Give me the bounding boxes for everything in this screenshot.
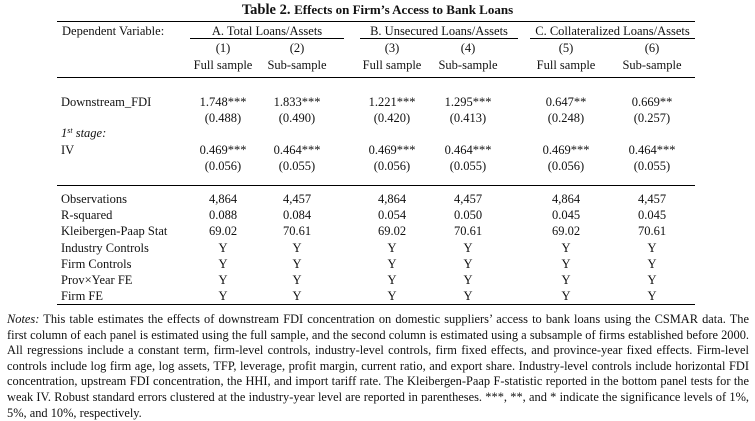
coef-cell: 0.647**: [545, 95, 587, 109]
se-cell: (0.055): [633, 159, 671, 173]
se-cell: (0.420): [373, 111, 411, 125]
panel-b-rule: [360, 38, 518, 39]
se-cell: (0.056): [547, 159, 585, 173]
coef-cell: 0.464***: [444, 143, 492, 157]
se-cell: (0.248): [547, 111, 585, 125]
stat-cell: Y: [387, 256, 397, 271]
se-cell: (0.055): [449, 159, 487, 173]
stat-cell: Y: [561, 289, 571, 304]
stat-cell: Y: [463, 273, 473, 287]
se-cell: (0.413): [449, 111, 487, 125]
stat-cell: Y: [561, 273, 571, 287]
coef-cell: 1.295***: [444, 95, 492, 109]
column-sample: Sub-sample: [438, 58, 498, 72]
stat-cell: Y: [647, 256, 657, 271]
column-number: (1): [215, 41, 231, 55]
stat-row-label: Industry Controls: [61, 240, 149, 255]
stat-cell: 70.61: [282, 224, 312, 239]
stat-cell: Y: [463, 240, 473, 255]
header-rule: [57, 77, 695, 78]
panel-a-rule: [190, 38, 344, 39]
panel-c-header: C. Collateralized Loans/Assets: [535, 24, 690, 38]
column-sample: Sub-sample: [622, 58, 682, 72]
stat-cell: Y: [292, 240, 302, 255]
table-notes: [7, 312, 749, 421]
se-cell: (0.488): [204, 111, 242, 125]
column-sample: Full sample: [536, 58, 596, 72]
column-sample: Sub-sample: [267, 58, 327, 72]
table-caption: Effects on Firm’s Access to Bank Loans: [294, 2, 514, 17]
coef-cell: 1.221***: [368, 95, 416, 109]
stat-cell: 0.054: [377, 208, 407, 223]
stat-cell: 69.02: [377, 224, 407, 239]
coef-cell: 0.464***: [628, 143, 676, 157]
stat-cell: 0.050: [453, 208, 483, 223]
notes-label: Notes:: [7, 312, 40, 326]
se-cell: (0.490): [278, 111, 316, 125]
row-label-iv: IV: [61, 143, 75, 157]
stat-cell: Y: [463, 256, 473, 271]
stat-cell: Y: [463, 289, 473, 304]
first-stage-sup: st: [67, 126, 73, 135]
stat-cell: 4,864: [208, 192, 238, 206]
se-cell: (0.257): [633, 111, 671, 125]
stat-cell: 69.02: [551, 224, 581, 239]
stat-cell: Y: [218, 289, 228, 304]
panel-c-rule: [530, 38, 695, 39]
stat-row-label: Observations: [61, 192, 127, 206]
coef-cell: 0.469***: [199, 143, 247, 157]
stat-cell: 69.02: [208, 224, 238, 239]
row-label-downstream: Downstream_FDI: [61, 95, 152, 109]
stat-cell: 0.045: [637, 208, 667, 223]
panel-b-header: B. Unsecured Loans/Assets: [370, 24, 508, 38]
stat-cell: Y: [387, 289, 397, 304]
coef-cell: 0.469***: [368, 143, 416, 157]
panel-a-header: A. Total Loans/Assets: [211, 24, 323, 38]
notes-text: This table estimates the effects of downstream FDI concentration on domestic suppliers’ access to bank loans using the CSMAR data. The first column of each panel is estimated using the full sample, and the second column is estimated using a subsample of firms established before 2000. All regressions include a constant term, firm-level controls, industry-level controls, firm fixed effects, and province-year fixed effects. Firm-level controls include log firm age, log assets, TFP, leverage, profit margin, current ratio, and export share. Industry-level controls include horizontal FDI concentration, upstream FDI concentration, the HHI, and import tariff rate. The Kleibergen-Paap F-statistic reported in the bottom panel tests for the weak IV. Robust standard errors clustered at the industry-year level are reported in parentheses. ***, **, and * indicate the significance levels of 1%, 5%, and 10%, respectively.: [7, 312, 749, 420]
stat-cell: Y: [292, 289, 302, 304]
stat-row-label: Firm FE: [61, 289, 104, 304]
stat-cell: 70.61: [453, 224, 483, 239]
first-stage-label: [61, 126, 106, 140]
coef-cell: 1.748***: [199, 95, 247, 109]
column-number: (3): [384, 41, 400, 55]
table-title: [0, 2, 755, 19]
stat-cell: Y: [387, 273, 397, 287]
stat-cell: Y: [387, 240, 397, 255]
column-number: (5): [558, 41, 574, 55]
stat-row-label: R-squared: [61, 208, 113, 223]
se-cell: (0.055): [278, 159, 316, 173]
stat-cell: 70.61: [637, 224, 667, 239]
column-number: (6): [644, 41, 660, 55]
stat-cell: 4,457: [453, 192, 483, 206]
first-stage-num: 1: [61, 126, 68, 140]
coef-cell: 0.464***: [273, 143, 321, 157]
stat-cell: 0.088: [208, 208, 238, 223]
first-stage-text: stage:: [72, 126, 107, 140]
stat-cell: Y: [647, 240, 657, 255]
se-cell: (0.056): [373, 159, 411, 173]
top-rule: [57, 21, 695, 22]
stat-cell: Y: [561, 240, 571, 255]
table-number: Table 2.: [241, 2, 291, 18]
stats-rule: [57, 185, 695, 186]
coef-cell: 1.833***: [273, 95, 321, 109]
column-sample: Full sample: [193, 58, 253, 72]
column-number: (4): [460, 41, 476, 55]
stat-cell: Y: [218, 240, 228, 255]
se-cell: (0.056): [204, 159, 242, 173]
coef-cell: 0.469***: [542, 143, 590, 157]
stat-cell: Y: [218, 256, 228, 271]
stat-cell: Y: [647, 273, 657, 287]
stat-cell: Y: [218, 273, 228, 287]
stat-cell: 4,864: [377, 192, 407, 206]
stat-cell: Y: [647, 289, 657, 304]
bottom-rule: [57, 304, 695, 305]
stat-cell: 4,457: [637, 192, 667, 206]
stat-cell: 4,864: [551, 192, 581, 206]
stat-row-label: Kleibergen-Paap Stat: [61, 224, 168, 239]
column-sample: Full sample: [362, 58, 422, 72]
stat-cell: Y: [292, 273, 302, 287]
dependent-variable-label: Dependent Variable:: [62, 24, 165, 38]
coef-cell: 0.669**: [631, 95, 673, 109]
column-number: (2): [289, 41, 305, 55]
stat-cell: Y: [561, 256, 571, 271]
stat-row-label: Firm Controls: [61, 256, 132, 271]
stat-row-label: Prov×Year FE: [61, 273, 133, 287]
stat-cell: Y: [292, 256, 302, 271]
stat-cell: 0.045: [551, 208, 581, 223]
stat-cell: 4,457: [282, 192, 312, 206]
stat-cell: 0.084: [282, 208, 312, 223]
